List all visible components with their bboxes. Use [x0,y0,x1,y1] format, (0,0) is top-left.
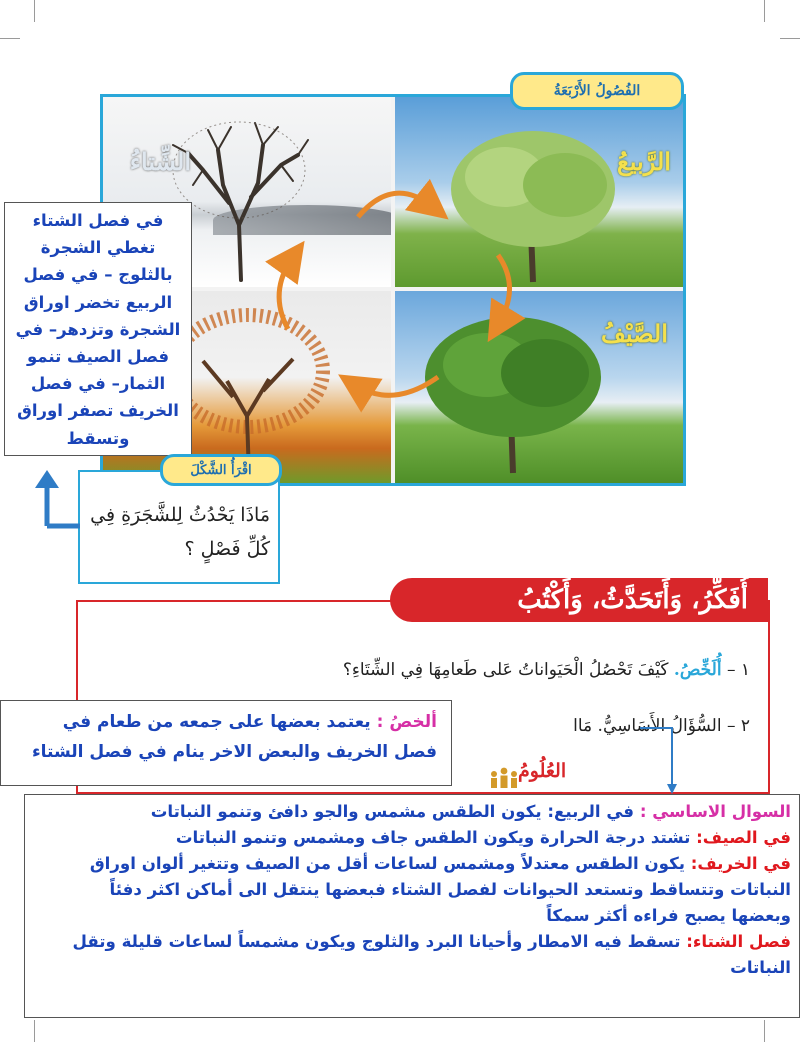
answer-line [31,825,791,851]
answer-text: يعتمد بعضها على جمعه من طعام في [62,712,371,732]
question-line: مَاذَا يَحْدُثُ لِلشَّجَرَةِ فِي [90,504,270,526]
answer-line [31,929,791,955]
sciences-label: العُلُومُ [518,760,567,782]
answer-line: وبعضها يصبح فراءه أكثر سمكاً [546,906,791,925]
answer-keyword: ألخصُ : [376,712,437,732]
read-figure-tag: اقْرَأُ الشَّكْلَ [160,454,282,486]
question-1 [343,660,750,680]
note-line: وتسقط [66,428,130,448]
read-figure-question [90,498,270,566]
answer-text: تسقط فيه الامطار وأحيانا البرد والثلوج ويكون مشمساً لساعات قليلة وتقل [72,932,681,951]
answer-essential-question-box [24,794,800,1018]
answer-line: النباتات [730,958,791,977]
question-line: كُلِّ فَصْلٍ ؟ [184,538,270,560]
answer-line: النباتات وتتساقط وتستعد الحيوانات لفصل الشتاء فبعضها ينتقل الى أماكن اكثر دفئاً [109,880,791,899]
arrow-autumn-to-winter [279,257,293,329]
crop-mark [780,38,800,39]
section-title: أُفَكِّرُ، وَأَتَحَدَّثُ، وَأَكْتُبُ [390,578,768,622]
note-line: تغطي الشجرة [40,238,156,258]
read-figure-box [78,470,280,584]
note-line: فصل الصيف تنمو [26,347,170,367]
answer-line [9,707,437,737]
arrow-spring-to-summer [498,255,510,325]
answer-text: تشتد درجة الحرارة ويكون الطقس جاف ومشمس وتنمو النباتات [175,828,691,847]
crop-mark [34,1020,35,1042]
crop-mark [764,0,765,22]
pointer-arrow-icon [30,462,82,532]
crop-mark [0,38,20,39]
figure-title-tag: الفُصُولُ الأَرْبَعَةُ [510,72,684,110]
note-line: الربيع تخضر اوراق [23,292,173,312]
teacher-note [4,202,192,456]
note-line: الشجرة وتزدهر– في [15,319,181,339]
crop-mark [764,1020,765,1042]
bracket-arrow [640,722,680,798]
answer-text: يكون الطقس معتدلاً ومشمس لساعات أقل من الصيف وتتغير ألوان اوراق [89,854,685,873]
winter-label: الشِّتاءُ [129,147,191,176]
note-line: في فصل الشتاء [32,211,164,230]
answer-keyword: في الخريف: [690,854,791,873]
arrow-summer-to-autumn [355,377,438,395]
crop-mark [34,0,35,22]
answer-line [31,851,791,877]
note-line: بالثلوج – في فصل [23,265,173,285]
question-number: ١ – [726,660,750,680]
note-line: الثمار– في فصل [30,374,166,394]
note-line: الخريف تصفر اوراق [17,401,179,421]
answer-line [31,799,791,825]
answer-keyword: السوال الاساسي : [639,802,791,821]
answer-text: يكون الطقس مشمس والجو دافئ وتنمو النباتات [150,802,542,821]
question-text: كَيْفَ تَحْصُلُ الْحَيَواناتُ عَلى طَعامِهَا فِي الشِّتَاءِ؟ [342,660,669,680]
question-keyword: أُلَخِّصُ. [673,660,722,680]
summer-label: الصَّيْفُ [601,319,668,348]
answer-keyword: في الربيع: [547,802,635,821]
answer-keyword: فصل الشتاء: [686,932,791,951]
answer-line: فصل الخريف والبعض الاخر ينام في فصل الشتاء [31,742,437,762]
question-text: السُّؤَالُ الأَسَاسِيُّ. مَاا [573,716,722,736]
arrow-winter-to-spring [358,193,433,217]
question-number: ٢ – [726,716,750,736]
answer-summarize-box [0,700,452,786]
spring-label: الرَّبيعُ [617,147,671,176]
answer-keyword: في الصيف: [696,828,791,847]
people-icon [488,766,520,790]
